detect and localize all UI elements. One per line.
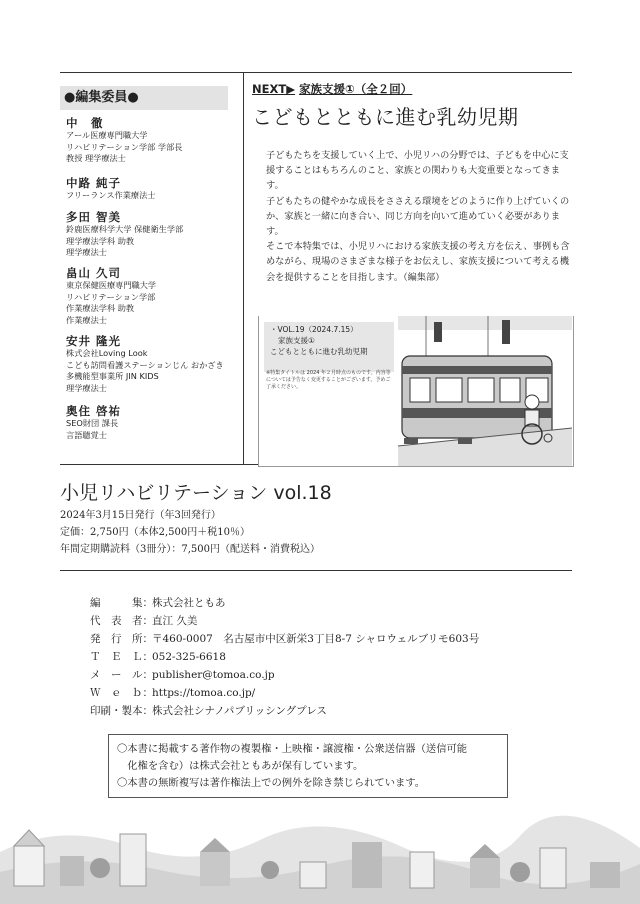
preview-title: こどもとともに進む乳幼児期 (270, 347, 368, 356)
member-block (66, 334, 236, 394)
member-affiliation: リハビリテーション学部 (66, 291, 156, 302)
member-affiliation: 理学療法学科 助教 (66, 235, 135, 246)
member-name: 畠山 久司 (66, 266, 122, 280)
member-affiliation: 作業療法士 (66, 314, 107, 325)
member-block (66, 210, 236, 259)
subscription-price: 年間定期購読料（3冊分）：7,500円（配送料・消費税込） (60, 544, 320, 555)
member-name: 中 徹 (66, 116, 104, 130)
description-paragraph: 子どもたちの健やかな成長をささえる環境をどのように作り上げていくのか、家族と一緒に向き合い、同じ方向を向いて進めていく必要があります。 (266, 195, 570, 238)
top-rule (60, 72, 572, 73)
colophon-rule (60, 570, 572, 571)
member-block (66, 404, 236, 441)
colophon-publisher-address: 発 行 所：〒460-0007 名古屋市中区新栄3丁目8-7 シャロウェルブリモ603号 (90, 633, 480, 645)
member-block (66, 176, 236, 202)
next-label: NEXT▶ (252, 82, 296, 96)
member-name: 中路 純子 (66, 176, 122, 190)
member-affiliation: フリーランス作業療法士 (66, 190, 156, 200)
next-series: 家族支援①（全２回） (299, 82, 413, 96)
price: 定価：2,750円（本体2,500円＋税10％） (60, 527, 250, 538)
next-issue-title: こどもとともに進む乳幼児期 (252, 105, 519, 129)
member-affiliation: 作業療法学科 助教 (66, 303, 135, 313)
member-affiliation: 東京保健医療専門職大学 (66, 280, 157, 290)
description-paragraph: 子どもたちを支援していく上で、小児リハの分野では、子どもを中心に支援することはもちろんのこと、家族との関わりも大変重要となってきます。 (266, 150, 569, 192)
description-paragraph: そこで本特集では、小児リハにおける家族支援の考え方を伝え、事例も含めながら、現場のさまざまな様子をお伝えし、家族支援について考える機会を提供することを目指します。（編集部） (266, 241, 570, 283)
train-wheelchair-illustration (398, 316, 572, 466)
member-affiliation: 理学療法士 (66, 247, 107, 257)
preview-volume: ・VOL.19（2024.7.15） (270, 325, 358, 334)
column-divider (243, 72, 244, 464)
copyright-notice (108, 734, 508, 798)
member-affiliation: 教授 理学療法士 (66, 153, 126, 163)
townscape-illustration (0, 812, 640, 904)
editorial-board-title: ●編集委員● (60, 86, 228, 110)
preview-series: 家族支援① (278, 336, 315, 345)
member-affiliation: 理学療法士 (66, 382, 107, 393)
notice-line: 化権を含む）は株式会社ともあが保有しています。 (117, 760, 364, 772)
member-affiliation: 株式会社Loving Look (66, 348, 148, 358)
colophon-printer: 印刷・製本：株式会社シナノパブリッシングプレス (90, 705, 327, 717)
preview-note: ※特集タイトルは 2024 年２月時点のものです。内容等については予告なく変更することがございます。予めご了承ください。 (266, 370, 391, 390)
member-name: 奥住 啓祐 (66, 404, 122, 418)
member-affiliation: SEO財団 課長 (66, 418, 119, 428)
member-affiliation: 鈴鹿医療科学大学 保健衛生学部 (66, 224, 184, 234)
member-affiliation: こども訪問看護ステーションじん おかざき (66, 359, 224, 370)
member-affiliation: 多機能型事業所 JIN KIDS (66, 371, 159, 381)
issue-title: 小児リハビリテーション vol.18 (60, 482, 332, 504)
member-name: 多田 智美 (66, 210, 122, 224)
next-issue-heading (252, 81, 412, 97)
next-issue-description (266, 148, 576, 285)
colophon-tel: Ｔ Ｅ Ｌ：052-325-6618 (90, 651, 226, 663)
notice-line: 〇本書に掲載する著作物の複製権・上映権・譲渡権・公衆送信器（送信可能 (117, 743, 468, 755)
member-name: 安井 隆光 (66, 334, 122, 348)
colophon-email: メ ー ル：publisher@tomoa.co.jp (90, 669, 275, 681)
colophon-editor: 編 集：株式会社ともあ (90, 597, 226, 609)
member-block (66, 266, 236, 326)
member-block (66, 116, 236, 165)
publish-date: 2024年3月15日発行（年3回発行） (60, 510, 221, 521)
preview-card (264, 322, 394, 372)
member-affiliation: アール医療専門職大学 (66, 130, 148, 140)
notice-line: 〇本書の無断複写は著作権法上での例外を除き禁じられています。 (117, 777, 426, 789)
member-affiliation: 言語聴覚士 (66, 429, 107, 440)
member-affiliation: リハビリテーション学部 学部長 (66, 141, 183, 152)
colophon-web: Ｗ ｅ ｂ：https://tomoa.co.jp/ (90, 687, 256, 699)
colophon-representative: 代 表 者：直江 久美 (90, 615, 198, 627)
